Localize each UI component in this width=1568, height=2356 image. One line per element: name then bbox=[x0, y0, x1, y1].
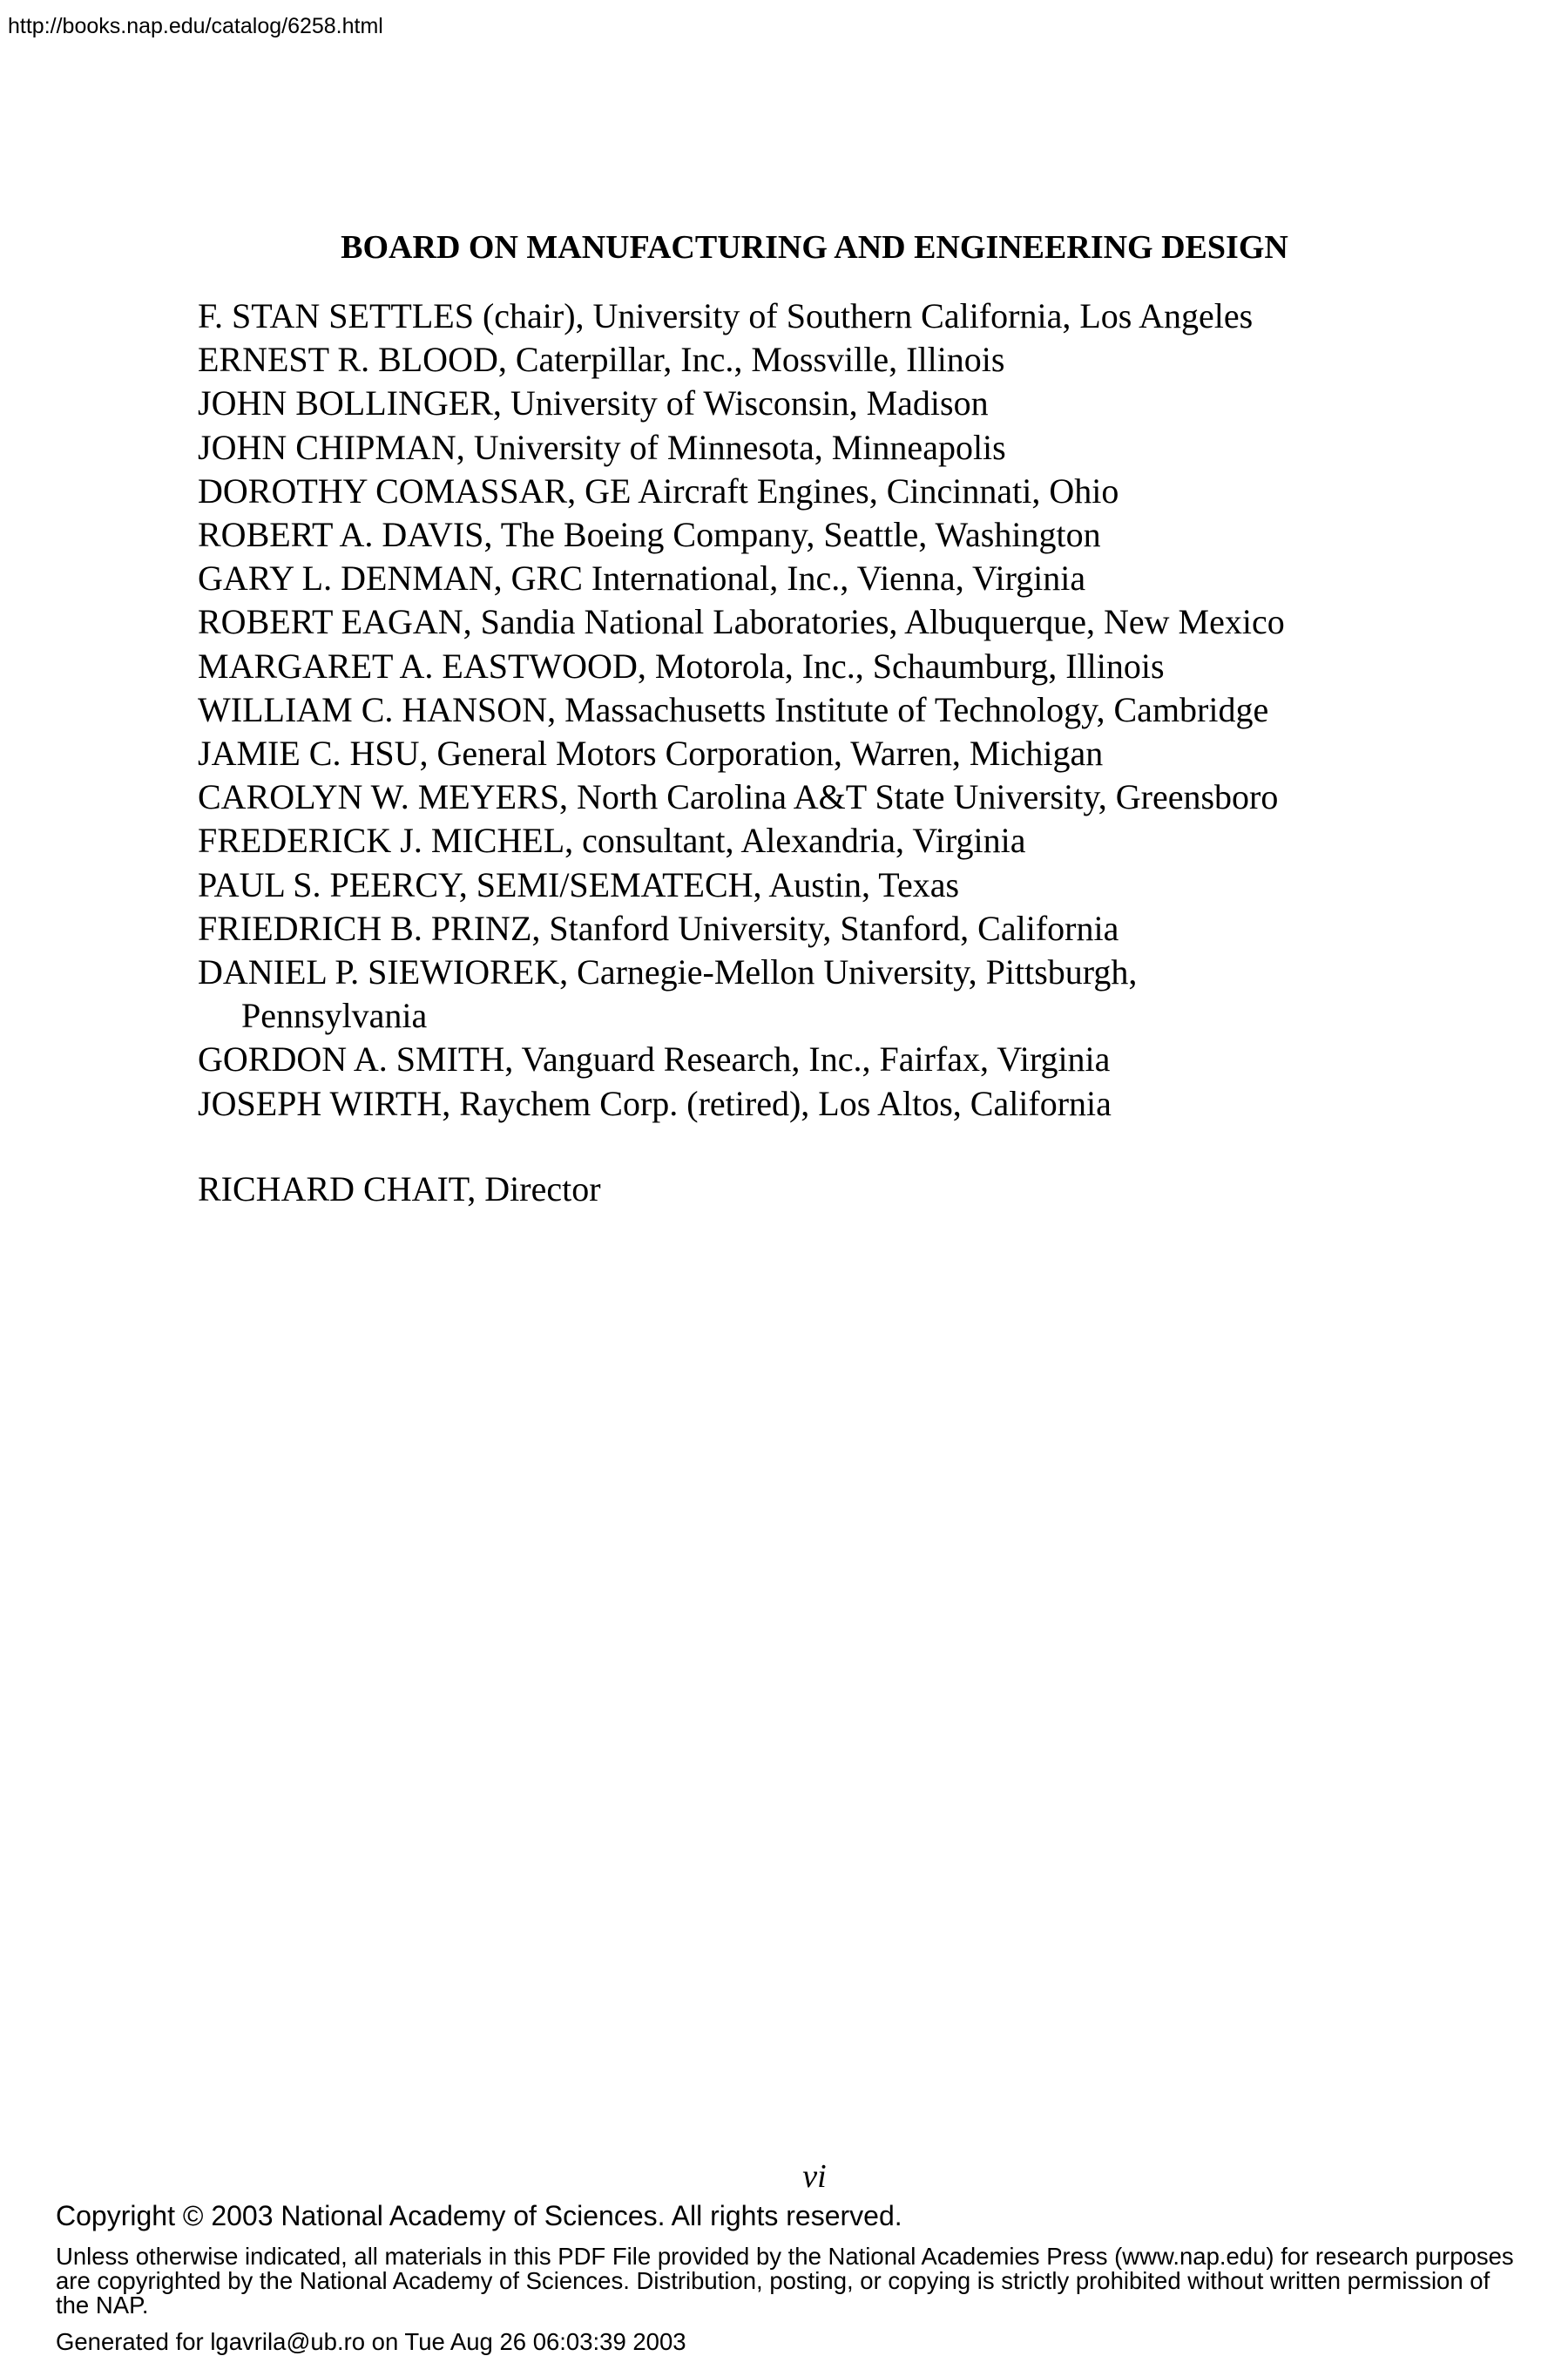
member-entry bbox=[198, 382, 1285, 425]
member-text: DANIEL P. SIEWIOREK, Carnegie-Mellon University, Pittsburgh, bbox=[198, 952, 1138, 992]
usage-notice: Unless otherwise indicated, all materials in this PDF File provided by the National Academies Press (www.nap.edu) for research purposes are copyrighted by the National Academy of Sciences. Distribution, posting, or copying is strictly prohibited without written permission of the NAP. bbox=[56, 2243, 1514, 2319]
member-text: ROBERT A. DAVIS, The Boeing Company, Seattle, Washington bbox=[198, 515, 1101, 555]
member-entry bbox=[198, 426, 1285, 470]
member-entry bbox=[198, 775, 1285, 819]
member-entry bbox=[198, 1038, 1285, 1081]
member-text: JAMIE C. HSU, General Motors Corporation, Warren, Michigan bbox=[198, 734, 1104, 774]
member-entry bbox=[198, 688, 1285, 732]
member-entry bbox=[198, 951, 1285, 1038]
member-text: ERNEST R. BLOOD, Caterpillar, Inc., Mossville, Illinois bbox=[198, 340, 1005, 380]
member-text: PAUL S. PEERCY, SEMI/SEMATECH, Austin, Texas bbox=[198, 864, 960, 904]
member-entry bbox=[198, 819, 1285, 863]
member-entry bbox=[198, 470, 1285, 513]
member-entry bbox=[198, 600, 1285, 644]
director: RICHARD CHAIT, Director bbox=[198, 1169, 601, 1208]
member-text: CAROLYN W. MEYERS, North Carolina A&T State University, Greensboro bbox=[198, 777, 1279, 817]
page-title: BOARD ON MANUFACTURING AND ENGINEERING DESIGN bbox=[341, 229, 1288, 266]
member-text: JOHN CHIPMAN, University of Minnesota, Minneapolis bbox=[198, 427, 1006, 467]
member-text: FRIEDRICH B. PRINZ, Stanford University, Stanford, California bbox=[198, 908, 1119, 948]
member-text: WILLIAM C. HANSON, Massachusetts Institute of Technology, Cambridge bbox=[198, 689, 1269, 729]
member-entry bbox=[198, 513, 1285, 557]
member-entry bbox=[198, 732, 1285, 775]
member-list bbox=[198, 294, 1285, 1126]
generated-stamp: Generated for lgavrila@ub.ro on Tue Aug 26 06:03:39 2003 bbox=[56, 2328, 686, 2355]
member-entry bbox=[198, 645, 1285, 688]
member-entry bbox=[198, 294, 1285, 338]
member-text: MARGARET A. EASTWOOD, Motorola, Inc., Schaumburg, Illinois bbox=[198, 646, 1165, 686]
member-text: GARY L. DENMAN, GRC International, Inc., Vienna, Virginia bbox=[198, 559, 1086, 599]
member-text: F. STAN SETTLES (chair), University of Southern California, Los Angeles bbox=[198, 296, 1254, 335]
member-entry bbox=[198, 338, 1285, 382]
copyright-notice: Copyright © 2003 National Academy of Sciences. All rights reserved. bbox=[56, 2200, 902, 2231]
member-text: DOROTHY COMASSAR, GE Aircraft Engines, Cincinnati, Ohio bbox=[198, 471, 1119, 511]
member-entry bbox=[198, 1082, 1285, 1126]
member-text: JOHN BOLLINGER, University of Wisconsin, Madison bbox=[198, 383, 989, 423]
member-text-continuation: Pennsylvania bbox=[241, 996, 428, 1036]
member-text: ROBERT EAGAN, Sandia National Laboratories, Albuquerque, New Mexico bbox=[198, 602, 1285, 642]
page-number: vi bbox=[802, 2158, 827, 2195]
member-entry bbox=[198, 907, 1285, 951]
member-text: JOSEPH WIRTH, Raychem Corp. (retired), Los Altos, California bbox=[198, 1083, 1112, 1123]
member-entry bbox=[198, 863, 1285, 907]
source-url: http://books.nap.edu/catalog/6258.html bbox=[8, 14, 383, 38]
member-text: GORDON A. SMITH, Vanguard Research, Inc., Fairfax, Virginia bbox=[198, 1039, 1111, 1080]
member-text: FREDERICK J. MICHEL, consultant, Alexandria, Virginia bbox=[198, 821, 1026, 861]
member-entry bbox=[198, 557, 1285, 600]
